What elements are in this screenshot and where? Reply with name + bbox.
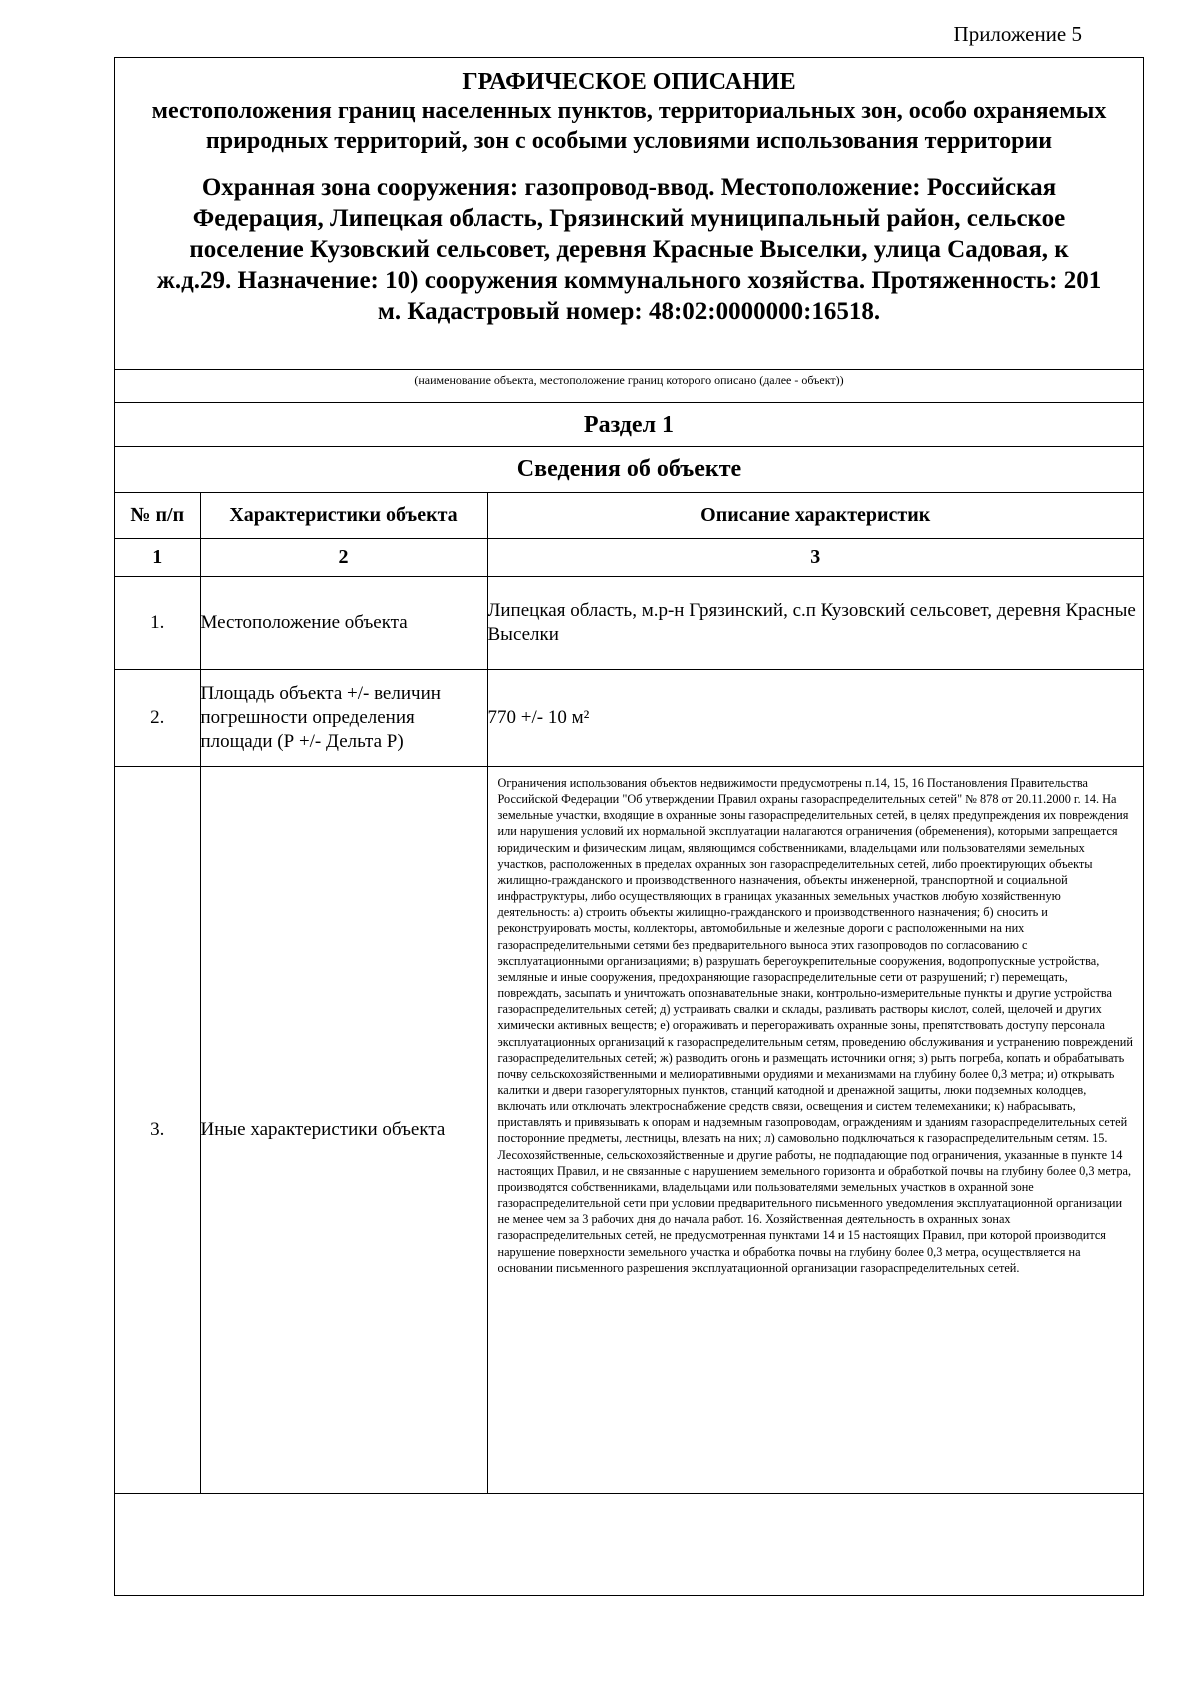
table-row bbox=[115, 577, 1143, 670]
row-characteristic: Иные характеристики объекта bbox=[200, 767, 487, 1494]
object-info-table bbox=[115, 493, 1143, 1494]
section-title: Раздел 1 bbox=[115, 403, 1143, 447]
row-characteristic: Площадь объекта +/- величин погрешности определения площади (Р +/- Дельта Р) bbox=[200, 670, 487, 767]
row-characteristic: Местоположение объекта bbox=[200, 577, 487, 670]
section-subtitle: Сведения об объекте bbox=[115, 447, 1143, 493]
row-number: 2. bbox=[115, 670, 200, 767]
row-description: Липецкая область, м.р-н Грязинский, с.п Кузовский сельсовет, деревня Красные Выселки bbox=[487, 577, 1143, 670]
table-header-row bbox=[115, 493, 1143, 539]
column-number: 2 bbox=[200, 539, 487, 577]
header-number: № п/п bbox=[115, 493, 200, 539]
row-number: 1. bbox=[115, 577, 200, 670]
table-row bbox=[115, 670, 1143, 767]
appendix-label: Приложение 5 bbox=[953, 22, 1082, 46]
column-number: 3 bbox=[487, 539, 1143, 577]
header-description: Описание характеристик bbox=[487, 493, 1143, 539]
object-caption: (наименование объекта, местоположение границ которого описано (далее - объект)) bbox=[115, 370, 1143, 403]
document-frame bbox=[114, 57, 1144, 1596]
row-description: 770 +/- 10 м² bbox=[487, 670, 1143, 767]
header-characteristic: Характеристики объекта bbox=[200, 493, 487, 539]
row-number: 3. bbox=[115, 767, 200, 1494]
table-row bbox=[115, 767, 1143, 1494]
row-description: Ограничения использования объектов недвижимости предусмотрены п.14, 15, 16 Постановления Правительства Российской Федерации "Об утверждении Правил охраны газораспределительных сетей" № 878 от 20.11.2000 г. 14. На земельные участки, входящие в охранные зоны газораспределительных сетей, в целях предупреждения их повреждения или нарушения условий их нормальной эксплуатации налагаются ограничения (обременения), которыми запрещается юридическим и физическим лицам, являющимся собственниками, владельцами или пользователями земельных участков, расположенных в пределах охранных зон газораспределительных сетей, либо проектирующих объекты жилищно-гражданского и производственного назначения, объекты инженерной, транспортной и социальной инфраструктуры, либо осуществляющих в границах указанных земельных участков любую хозяйственную деятельность: а) строить объекты жилищно-гражданского и производственного назначения; б) сносить и реконструировать мосты, коллекторы, автомобильные и железные дороги с расположенными на них газораспределительными сетями без предварительного выноса этих газопроводов по согласованию с эксплуатационными организациями; в) разрушать берегоукрепительные сооружения, водопропускные устройства, земляные и иные сооружения, предохраняющие газораспределительные сети от разрушений; г) перемещать, повреждать, засыпать и уничтожать опознавательные знаки, контрольно-измерительные пункты и другие устройства газораспределительных сетей; д) устраивать свалки и склады, разливать растворы кислот, солей, щелочей и других химически активных веществ; е) огораживать и перегораживать охранные зоны, препятствовать доступу персонала эксплуатационных организаций к газораспределительным сетям, проведению обслуживания и устранению повреждений газораспределительных сетей; ж) разводить огонь и размещать источники огня; з) рыть погреба, копать и обрабатывать почву сельскохозяйственными и мелиоративными орудиями и механизмами на глубину более 0,3 метра; и) открывать калитки и двери газорегуляторных пунктов, станций катодной и дренажной защиты, люки подземных колодцев, включать или отключать электроснабжение средств связи, освещения и систем телемеханики; к) набрасывать, приставлять и привязывать к опорам и надземным газопроводам, ограждениям и зданиям газораспределительных сетей посторонние предметы, лестницы, влезать на них; л) самовольно подключаться к газораспределительным сетям. 15. Лесохозяйственные, сельскохозяйственные и другие работы, не подпадающие под ограничения, указанные в пункте 14 настоящих Правил, и не связанные с нарушением земельного горизонта и обработкой почвы на глубину более 0,3 метра, производятся собственниками, владельцами или пользователями земельных участков в охранной зоне газораспределительной сети при условии предварительного письменного уведомления эксплуатационной организации не менее чем за 3 рабочих дня до начала работ. 16. Хозяйственная деятельность в охранных зонах газораспределительных сетей, не предусмотренная пунктами 14 и 15 настоящих Правил, при которой производится нарушение поверхности земельного участка и обработка почвы на глубину более 0,3 метра, осуществляется на основании письменного разрешения эксплуатационной организации газораспределительных сетей. bbox=[487, 767, 1143, 1494]
document-title: ГРАФИЧЕСКОЕ ОПИСАНИЕ bbox=[462, 69, 796, 95]
document-subtitle: местоположения границ населенных пунктов, территориальных зон, особо охраняемых природных территорий, зон с особыми условиями использования территории bbox=[151, 98, 1107, 154]
object-name: Охранная зона сооружения: газопровод-ввод. Местоположение: Российская Федерация, Липецкая область, Грязинский муниципальный район, сельское поселение Кузовский сельсовет, деревня Красные Выселки, улица Садовая, к ж.д.29. Назначение: 10) сооружения коммунального хозяйства. Протяженность: 201 м. Кадастровый номер: 48:02:0000000:16518. bbox=[156, 174, 1102, 325]
header-block bbox=[115, 58, 1143, 370]
column-number-row bbox=[115, 539, 1143, 577]
column-number: 1 bbox=[115, 539, 200, 577]
